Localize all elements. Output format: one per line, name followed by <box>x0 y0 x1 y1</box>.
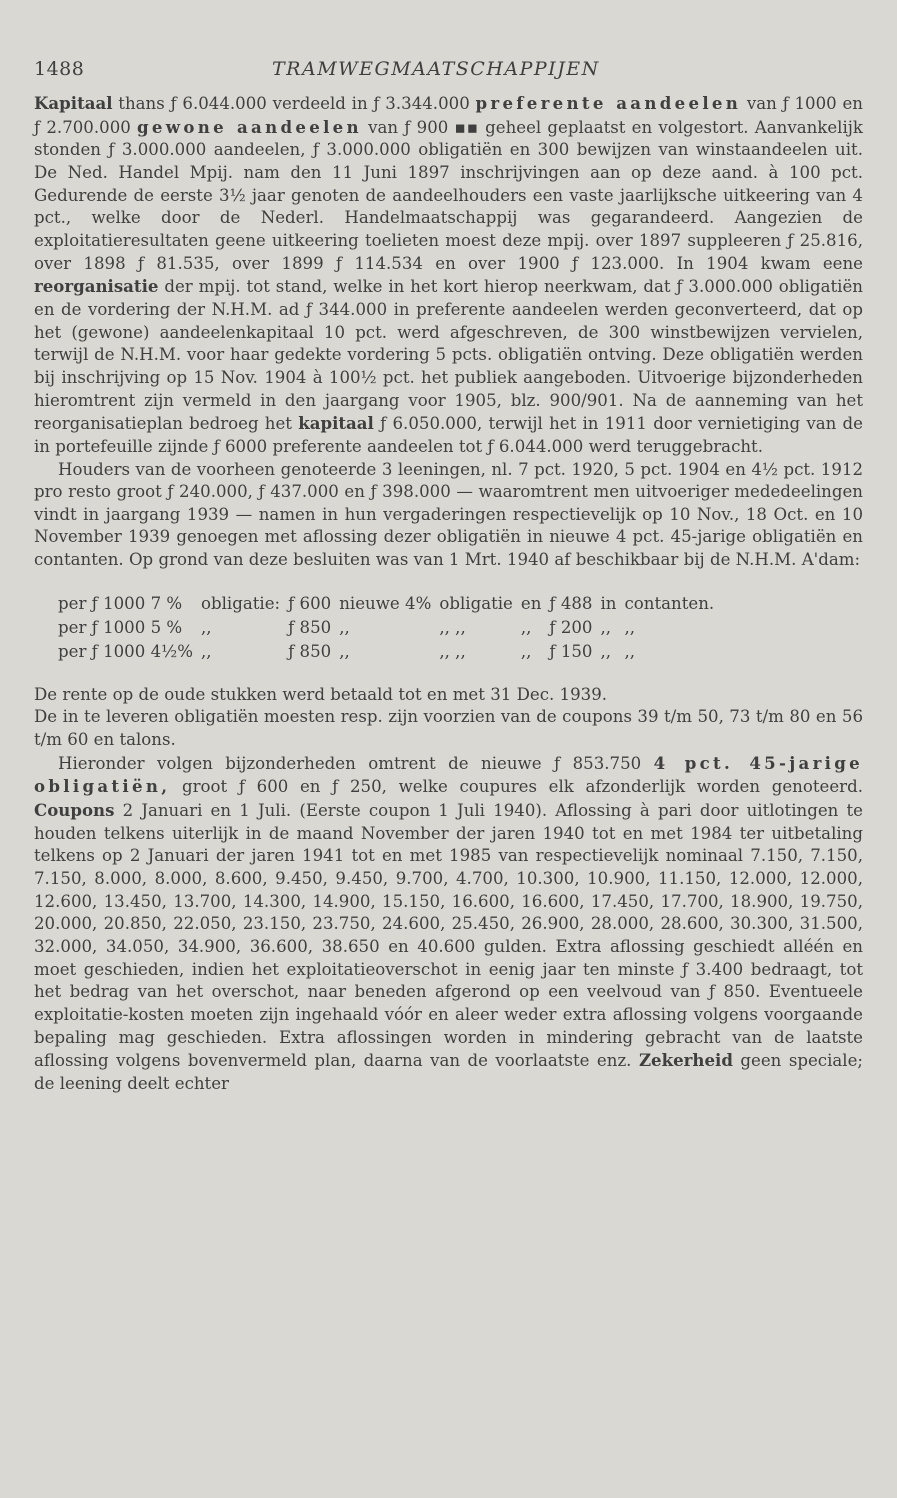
conversion-row <box>58 592 722 616</box>
conversion-cell: ,, <box>624 617 636 637</box>
bold-term: Zekerheid <box>638 1050 733 1071</box>
bold-term: kapitaal <box>298 413 374 434</box>
paragraph-coupons: De in te leveren obligatiën moesten resp. zijn voorzien van de coupons 39 t/m 50, 73 t/m 80 en 56 t/m 60 en talons. <box>34 707 863 750</box>
conversion-cell: obligatie <box>439 593 513 613</box>
conversion-cell: ƒ 600 <box>288 593 332 613</box>
conversion-cell: ,, <box>624 641 636 661</box>
conversion-cell: ,, <box>339 641 350 661</box>
text-run: geen speciale; de leening deelt echter <box>34 1051 863 1093</box>
bold-term: Coupons <box>34 800 115 821</box>
text-run: groot ƒ 600 en ƒ 250, welke coupures elk afzonderlijk worden genoteerd. <box>170 777 863 797</box>
conversion-cell: ,, <box>600 617 612 637</box>
spaced-term: preferente aandeelen <box>475 93 742 113</box>
text-run: van ƒ 900 ▪▪ geheel geplaatst en volgestort. Aanvankelijk stonden ƒ 3.000.000 aandeelen, ƒ 3.000.000 obligatiën en 300 bewijzen van winstaandeelen uit. De Ned. Handel Mpij. nam den 11 Juni 1897 inschrijvingen aan op deze aand. à 100 pct. Gedurende de eerste 3½ jaar genoten de aandeelhouders een vaste jaarlijksche uitkeering van 4 pct., welke door de Nederl. Handelmaatschappij was gegarandeerd. Aangezien de exploitatieresultaten geene uitkeering toelieten moest deze mpij. over 1897 suppleeren ƒ 25.816, over 1898 ƒ 81.535, over 1899 ƒ 114.534 en over 1900 ƒ 123.000. In 1904 kwam eene <box>34 117 863 273</box>
conversion-cell: ,, <box>520 617 532 637</box>
running-title: TRAMWEGMAATSCHAPPIJEN <box>272 58 600 80</box>
conversion-cell: per ƒ 1000 5 % <box>58 617 183 637</box>
conversion-cell: contanten. <box>624 593 715 613</box>
conversion-cell: ƒ 200 <box>549 617 593 637</box>
conversion-cell: ,, <box>600 641 612 661</box>
conversion-cell: in <box>600 593 617 613</box>
bold-term: reorganisatie <box>34 276 159 297</box>
page-number: 1488 <box>34 58 85 80</box>
text-run: thans ƒ 6.044.000 verdeeld in ƒ 3.344.000 <box>112 94 476 113</box>
conversion-cell: ,, <box>520 641 532 661</box>
conversion-cell: ,, <box>200 641 212 661</box>
conversion-cell: per ƒ 1000 7 % <box>58 593 183 613</box>
bold-term: Kapitaal <box>34 93 113 113</box>
conversion-cell: obligatie: <box>200 593 281 613</box>
text-run: der mpij. tot stand, welke in het kort hierop neerkwam, dat ƒ 3.000.000 obligatiën en de vordering der N.H.M. ad ƒ 344.000 in preferente aandeelen werden geconverteerd, dat op het (gewone) aandeelenkapitaal 10 pct. werd afgeschreven, de 300 winstbewijzen vervielen, terwijl de N.H.M. voor haar gedekte vordering 5 pcts. obligatiën ontving. Deze obligatiën werden bij inschrijving op 15 Nov. 1904 à 100½ pct. het publiek aangeboden. Uitvoerige bijzonderheden hieromtrent zijn vermeld in den jaargang voor 1905, blz. 900/901. Na de aanneming van het reorganisatieplan bedroeg het <box>34 277 863 434</box>
text-run: ƒ 6.050.000, terwijl het in 1911 door vernietiging van de in portefeuille zijnde ƒ 6000 preferente aandeelen tot ƒ 6.044.000 werd teruggebracht. <box>34 414 863 456</box>
conversion-table <box>58 592 722 664</box>
paragraph-kapitaal <box>34 92 863 459</box>
conversion-cell: ,, ,, <box>439 617 466 637</box>
conversion-cell: ƒ 488 <box>549 593 593 613</box>
conversion-cell: ƒ 150 <box>549 641 593 661</box>
conversion-cell: ƒ 850 <box>288 617 332 637</box>
conversion-cell: ƒ 850 <box>288 641 332 661</box>
conversion-cell: nieuwe 4% <box>339 593 432 613</box>
paragraph-obligatien <box>34 752 863 1096</box>
paragraph-rente: De rente op de oude stukken werd betaald tot en met 31 Dec. 1939. <box>34 684 608 704</box>
paragraph-houders: Houders van de voorheen genoteerde 3 leeningen, nl. 7 pct. 1920, 5 pct. 1904 en 4½ pct. 1912 pro resto groot ƒ 240.000, ƒ 437.000 en ƒ 398.000 — waaromtrent men uitvoeriger mededeelingen vindt in jaargang 1939 — namen in hun vergaderingen respectievelijk op 10 Nov., 18 Oct. en 10 November 1939 genoegen met aflossing dezer obligatiën in nieuwe 4 pct. 45-jarige obligatiën en contanten. Op grond van deze besluiten was van 1 Mrt. 1940 af beschikbaar bij de N.H.M. A'dam: <box>34 459 863 570</box>
conversion-row <box>58 616 722 640</box>
conversion-cell: ,, <box>339 617 350 637</box>
conversion-cell: per ƒ 1000 4½% <box>58 641 193 661</box>
conversion-cell: ,, <box>200 617 212 637</box>
spaced-term: 4 pct. 45-jarige obligatiën, <box>34 752 863 797</box>
text-run: van ƒ 1000 en ƒ 2.700.000 <box>34 94 863 137</box>
conversion-cell: en <box>520 593 542 613</box>
text-run: Hieronder volgen bijzonderheden omtrent de nieuwe ƒ 853.750 <box>58 753 654 773</box>
page-header <box>34 52 863 92</box>
spaced-term: gewone aandeelen <box>137 116 362 137</box>
conversion-row <box>58 640 722 664</box>
conversion-cell: ,, ,, <box>439 641 466 661</box>
text-run: 2 Januari en 1 Juli. (Eerste coupon 1 Juli 1940). Aflossing à pari door uitlotingen te houden telkens uiterlijk in de maand November der jaren 1940 tot en met 1984 ter uitbetaling telkens op 2 Januari der jaren 1941 tot en met 1985 van respectievelijk nominaal 7.150, 7.150, 7.150, 8.000, 8.000, 8.600, 9.450, 9.450, 9.700, 4.700, 10.300, 10.900, 11.150, 12.000, 12.000, 12.600, 13.450, 13.700, 14.300, 14.900, 15.150, 16.600, 16.600, 17.450, 17.700, 18.900, 19.750, 20.000, 20.850, 22.050, 23.150, 23.750, 24.600, 25.450, 26.900, 28.000, 28.600, 30.300, 31.500, 32.000, 34.050, 34.900, 36.600, 38.650 en 40.600 gulden. Extra aflossing geschiedt alléén en moet geschieden, indien het exploitatieoverschot in eenig jaar ten minste ƒ 3.400 bedraagt, tot het bedrag van het overschot, naar beneden afgerond op een veelvoud van ƒ 850. Eventueele exploitatie-kosten moeten zijn ingehaald vóór en aleer weder extra aflossing volgens voorgaande bepaling mag geschieden. Extra aflossingen worden in mindering gebracht van de laatste aflossing volgens bovenvermeld plan, daarna van de voorlaatste enz. <box>34 801 863 1071</box>
